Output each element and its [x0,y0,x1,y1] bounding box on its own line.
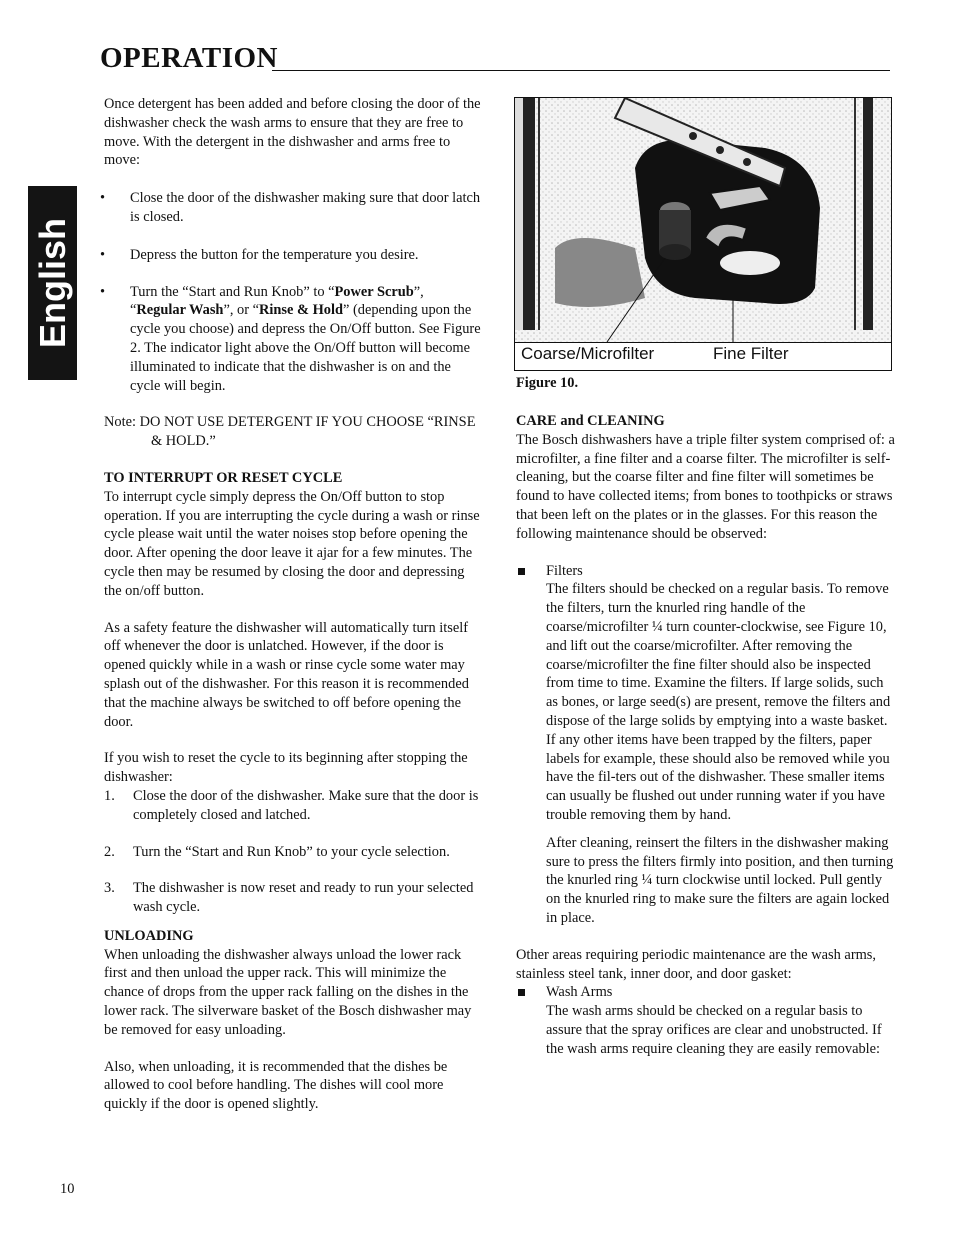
language-tab-label: English [31,217,73,349]
interrupt-paragraph: To interrupt cycle simply depress the On/Off button to stop operation. If you are interrupting the cycle during a wash or rinse cycle please wait until the water noises stop before opening the door. After opening the door leave it ajar for a few minutes. The cycle then may be resumed by closing the door and depressing the on/off button. [104,488,480,599]
unloading-paragraph-2: Also, when unloading, it is recommended that the dishes be allowed to cool before handling. The dishes will cool more quickly if the door is opened slightly. [104,1058,448,1113]
reset-intro: If you wish to reset the cycle to its beginning after stopping the dishwasher: [104,750,468,786]
page-number: 10 [60,1181,75,1197]
bullet-marker: • [100,246,106,263]
filters-paragraph: The filters should be checked on a regular basis. To remove the filters, turn the knurled ring handle of the coarse/microfilter ¼ turn counter-clockwise, see Figure 10, and lift out the coarse/microfilter. After removing the coarse/microfilter the fine filter should also be inspected from time to time. Examine the filters. If large solids, such as bones, or large seed(s) are present, remove the filters and dispose of the large solids by emptying into a waste basket. If any other items have been trapped by the filters, paper labels for example, these should also be removed while you have the fil-ters out of the dishwasher. These smaller items can usually be flushed out under running water if you have trouble removing them by hand. [546,581,891,823]
bullet-text: Close the door of the dishwasher making sure that door latch is closed. [130,190,481,225]
title-rule [272,70,890,71]
page-title: OPERATION [100,42,278,74]
bullet-marker: • [100,190,106,207]
filters-paragraph-2: After cleaning, reinsert the filters in the dishwasher making sure to press the filters firmly into position, and then turning the knurled ring ¼ turn clockwise until locked. Pull gently on the knurled ring to make sure the filters are again locked in place. [546,834,894,926]
step-number: 2. [104,843,115,860]
list-item [100,246,482,265]
step-text: Turn the “Start and Run Knob” to your cycle selection. [133,843,450,860]
dishwasher-filter-illustration [515,98,891,342]
list-item [104,787,482,825]
section-heading-care: CARE and CLEANING [516,413,665,429]
list-item [100,189,482,227]
step-number: 1. [104,787,115,804]
figure-label-coarse: Coarse/Microfilter [521,344,655,363]
wash-arms-paragraph: The wash arms should be checked on a regular basis to assure that the spray orifices are clear and unobstructed. If the wash arms require cleaning they are easily removable: [546,1003,882,1057]
square-bullet-marker [518,989,525,996]
unloading-paragraph: When unloading the dishwasher always unload the lower rack first and then unload the upper rack. This will minimize the chance of drops from the upper rack falling on the dishes in the lower rack. The silverware basket of the Bosch dishwasher may be removed for easy unloading. [104,946,472,1038]
section-heading-unloading: UNLOADING [104,927,194,944]
square-bullet-marker [518,568,525,575]
bullet-marker: • [100,283,106,300]
section-heading-interrupt: TO INTERRUPT OR RESET CYCLE [104,469,343,486]
list-item [516,562,896,581]
list-item [104,879,482,917]
bullet-text: Turn the “Start and Run Knob” to “Power Scrub”, “Regular Wash”, or “Rinse & Hold” (depending upon the cycle you choose) and depress the On/Off button. See Figure 2. The indicator light above the On/Off button will become illuminated to indicate that the dishwasher is on and the cycle will begin. [130,283,481,394]
list-item-label: Wash Arms [546,984,613,1001]
intro-paragraph: Once detergent has been added and before closing the door of the dishwasher check the wash arms to ensure that they are free to move. With the detergent in the dishwasher and arms free to move: [104,96,481,169]
language-tab [28,186,77,380]
step-number: 3. [104,880,115,897]
care-paragraph: The Bosch dishwashers have a triple filter system comprised of: a microfilter, a fine filter and a coarse filter. The microfilter is self-cleaning, but the coarse filter and fine filter will sometimes be found to have collected items; from bones to toothpicks or straws that been left on the plates or in the glasses. For this reason the following maintenance should be observed: [516,431,895,542]
other-areas-paragraph: Other areas requiring periodic maintenance are the wash arms, stainless steel tank, inner door, and door gasket: [516,946,877,982]
list-item-label: Filters [546,562,583,579]
list-item [100,283,482,396]
figure-label-rule [515,342,891,343]
safety-paragraph: As a safety feature the dishwasher will automatically turn itself off whenever the door is unlatched. However, if the door is opened quickly while in a wash or rinse cycle some water may splash out of the dishwasher. For this reason it is recommended that the machine always be switched to off before opening the door. [104,619,469,730]
bullet-text: Depress the button for the temperature you desire. [130,246,419,263]
left-column [100,95,482,1114]
figure-label-fine: Fine Filter [713,344,789,363]
figure-caption: Figure 10. [516,375,579,391]
list-item [104,843,482,862]
step-text: Close the door of the dishwasher. Make sure that the door is completely closed and latched. [133,787,479,823]
list-item [516,983,896,1002]
step-text: The dishwasher is now reset and ready to run your selected wash cycle. [133,880,474,916]
right-column [516,412,896,1059]
note: Note: DO NOT USE DETERGENT IF YOU CHOOSE “RINSE & HOLD.” [104,414,476,450]
figure-filter-photo [514,97,892,371]
